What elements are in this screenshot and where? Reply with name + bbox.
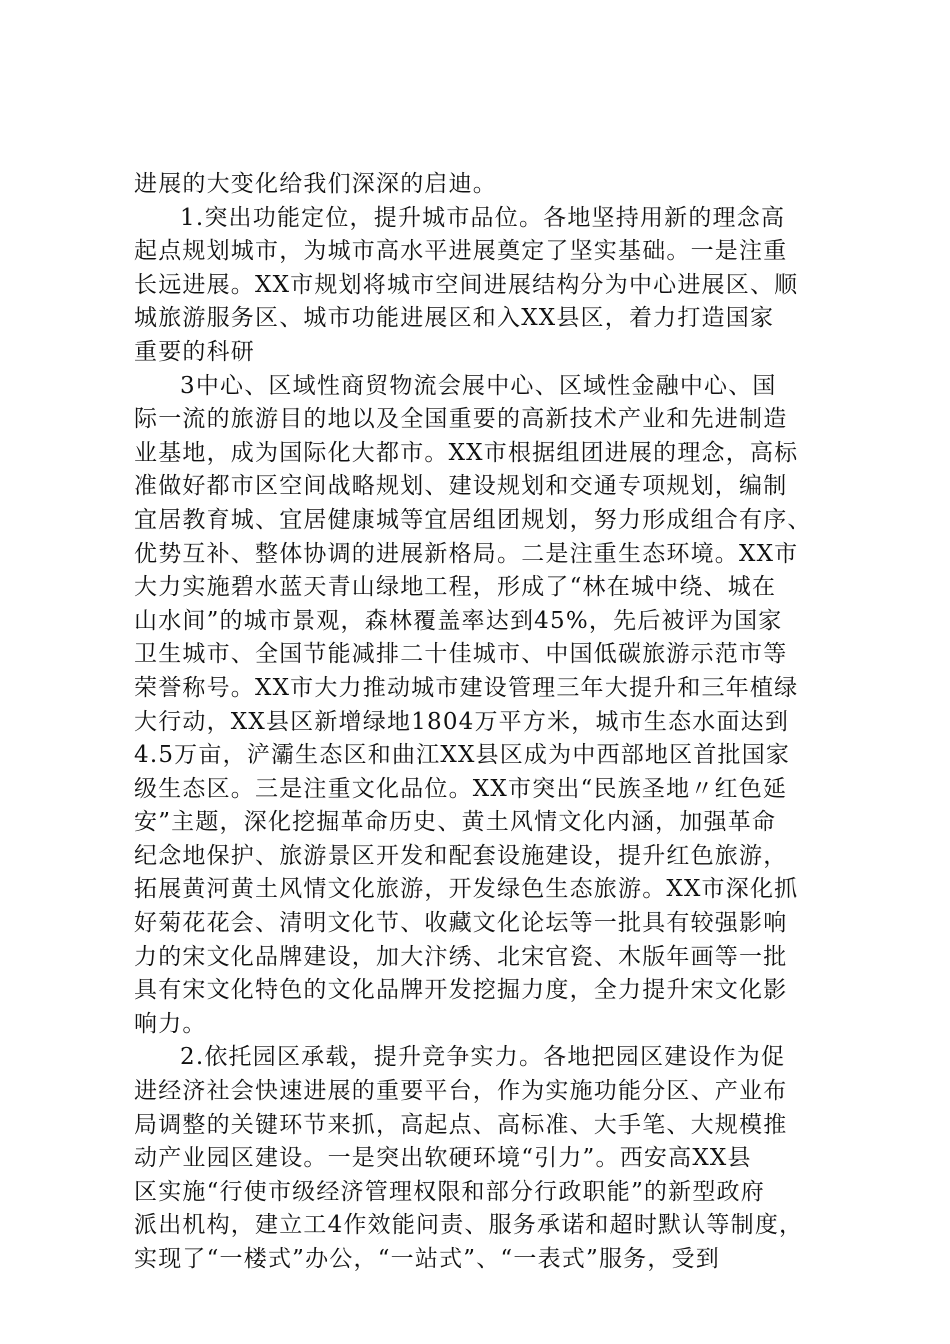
text-line: 业基地，成为国际化大都市。XX市根据组团进展的理念，高标 <box>134 439 799 466</box>
text-line: 进展的大变化给我们深深的启迪。 <box>134 171 497 197</box>
text-line: 拓展黄河黄土风情文化旅游，开发绿色生态旅游。XX市深化抓 <box>134 876 799 903</box>
text-line: 优势互补、整体协调的进展新格局。二是注重生态环境。XX市 <box>134 540 799 567</box>
text-line: 响力。 <box>134 1010 207 1037</box>
text-line: 起点规划城市，为城市高水平进展奠定了坚实基础。一是注重 <box>134 238 788 265</box>
text-line: 荣誉称号。XX市大力推动城市建设管理三年大提升和三年植绿 <box>134 674 799 701</box>
text-line: 好菊花花会、清明文化节、收藏文化论坛等一批具有较强影响 <box>134 910 788 937</box>
text-line: 级生态区。三是注重文化品位。XX市突出“民族圣地〃红色延 <box>134 775 788 802</box>
paragraph-1-start: 1.突出功能定位，提升城市品位。各地坚持用新的理念高 <box>180 204 786 231</box>
text-line: 山水间”的城市景观，森林覆盖率达到45%，先后被评为国家 <box>134 607 783 634</box>
text-line: 际一流的旅游目的地以及全国重要的高新技术产业和先进制造 <box>134 406 788 433</box>
text-line: 进经济社会快速进展的重要平台，作为实施功能分区、产业布 <box>134 1078 788 1105</box>
paragraph-continuation-start: 3中心、区域性商贸物流会展中心、区域性金融中心、国 <box>180 372 777 399</box>
body-text <box>134 168 834 1277</box>
text-line: 卫生城市、全国节能减排二十佳城市、中国低碳旅游示范市等 <box>134 641 788 668</box>
text-line: 大行动，XX县区新增绿地1804万平方米，城市生态水面达到 <box>134 708 790 735</box>
text-line: 派出机构，建立工4作效能问责、服务承诺和超时默认等制度， <box>134 1212 804 1239</box>
text-line: 区实施“行使市级经济管理权限和部分行政职能”的新型政府 <box>134 1178 765 1205</box>
text-line: 安”主题，深化挖掘革命历史、黄土风情文化内涵，加强革命 <box>134 809 777 836</box>
text-line: 实现了“一楼式”办公，“一站式”、“一表式”服务，受到 <box>134 1246 720 1272</box>
text-line: 纪念地保护、旅游景区开发和配套设施建设，提升红色旅游， <box>134 842 788 869</box>
text-line: 局调整的关键环节来抓，高起点、高标准、大手笔、大规模推 <box>134 1111 788 1138</box>
text-line: 动产业园区建设。一是突出软硬环境“引力”。西安高XX县 <box>134 1145 752 1172</box>
paragraph-2-start: 2.依托园区承载，提升竞争实力。各地把园区建设作为促 <box>180 1044 786 1071</box>
text-line: 长远进展。XX市规划将城市空间进展结构分为中心进展区、顺 <box>134 271 799 298</box>
text-line: 宜居教育城、宜居健康城等宜居组团规划，努力形成组合有序、 <box>134 506 812 533</box>
text-line: 4.5万亩，浐灞生态区和曲江XX县区成为中西部地区首批国家 <box>134 742 791 769</box>
text-line: 力的宋文化品牌建设，加大汴绣、北宋官瓷、木版年画等一批 <box>134 943 788 970</box>
text-line: 城旅游服务区、城市功能进展区和入XX县区，着力打造国家 <box>134 305 775 332</box>
text-line: 准做好都市区空间战略规划、建设规划和交通专项规划，编制 <box>134 473 788 500</box>
text-line: 重要的科研 <box>134 338 255 365</box>
text-line: 具有宋文化特色的文化品牌开发挖掘力度，全力提升宋文化影 <box>134 977 788 1004</box>
text-line: 大力实施碧水蓝天青山绿地工程，形成了“林在城中绕、城在 <box>134 574 777 601</box>
